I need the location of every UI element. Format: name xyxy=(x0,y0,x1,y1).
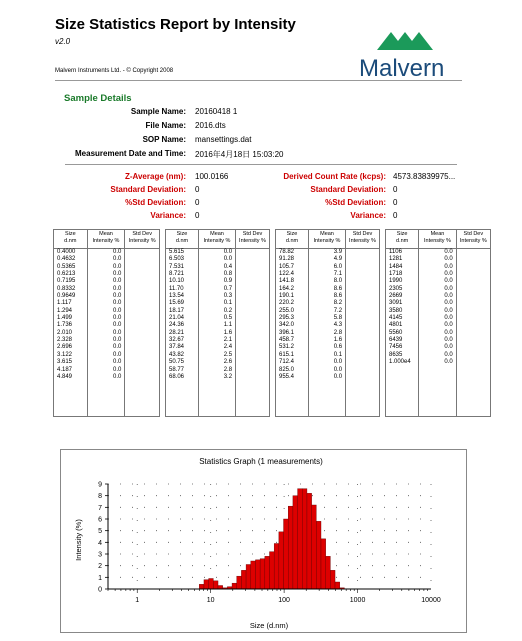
report-title: Size Statistics Report by Intensity xyxy=(55,16,296,33)
size-cell: 0.8332 xyxy=(57,285,76,292)
malvern-logo xyxy=(355,28,465,88)
mean-cell: 0.0 xyxy=(113,285,122,292)
sop-name-label: SOP Name: xyxy=(142,135,186,144)
mean-column xyxy=(309,248,346,416)
mean-cell: 0.0 xyxy=(444,271,453,278)
count-pct-std-dev-label: %Std Deviation: xyxy=(325,198,386,207)
x-tick-label: 1000 xyxy=(349,597,366,604)
mean-cell: 0.0 xyxy=(444,315,453,322)
size-header: Size d.nm xyxy=(276,230,309,248)
chart-bar xyxy=(298,489,303,589)
x-tick-label: 100 xyxy=(278,597,290,604)
mean-column xyxy=(199,248,236,416)
mean-cell: 2.8 xyxy=(223,366,233,373)
chart-bar xyxy=(209,579,214,590)
std-dev-header: Std Dev Intensity % xyxy=(459,231,487,244)
chart-bar xyxy=(330,570,335,589)
size-cell: 7456 xyxy=(389,344,403,351)
mean-cell: 0.0 xyxy=(113,329,122,336)
mean-cell: 3.9 xyxy=(333,249,343,255)
mean-cell: 0.1 xyxy=(223,300,233,307)
count-rate-value: 4573.83839975... xyxy=(393,172,456,181)
size-cell: 37.84 xyxy=(169,344,185,351)
size-cell: 4.187 xyxy=(57,366,73,373)
size-cell: 955.4 xyxy=(279,373,295,380)
size-cell: 295.3 xyxy=(279,315,295,322)
size-cell: 1990 xyxy=(389,278,403,285)
mean-cell: 3.2 xyxy=(223,373,233,380)
details-divider xyxy=(65,164,457,165)
size-cell: 458.7 xyxy=(279,337,295,344)
mean-cell: 0.0 xyxy=(444,256,453,263)
y-tick-label: 8 xyxy=(98,493,102,501)
mean-cell: 0.0 xyxy=(444,263,453,270)
size-cell: 1281 xyxy=(389,256,403,263)
chart-bar xyxy=(251,561,256,589)
size-cell: 190.1 xyxy=(279,293,295,300)
mean-cell: 0.0 xyxy=(113,315,122,322)
size-cell: 68.06 xyxy=(169,373,185,380)
mean-cell: 0.0 xyxy=(113,300,122,307)
mean-cell: 8.6 xyxy=(333,293,343,300)
size-cell: 8.721 xyxy=(169,271,185,278)
size-cell: 1.499 xyxy=(57,315,73,322)
size-cell: 1.294 xyxy=(57,307,73,314)
std-dev-header: Std Dev Intensity % xyxy=(239,231,266,244)
y-tick-label: 2 xyxy=(98,563,102,571)
chart-bar xyxy=(321,539,326,589)
size-cell: 1.000e4 xyxy=(389,359,411,366)
chart-bar xyxy=(237,576,242,589)
size-cell: 32.67 xyxy=(169,337,185,344)
count-std-dev-value: 0 xyxy=(393,185,398,194)
mean-cell: 0.0 xyxy=(444,344,453,351)
measurement-date-value: 2016年4月18日 15:03:20 xyxy=(195,150,284,159)
size-table-1 xyxy=(53,229,160,417)
mean-cell: 0.0 xyxy=(113,278,122,285)
count-variance-label: Variance: xyxy=(350,211,386,220)
chart-bar xyxy=(241,570,246,589)
size-cell: 3.615 xyxy=(57,359,73,366)
chart-bar xyxy=(326,556,331,589)
chart-x-axis-label: Size (d.nm) xyxy=(249,621,289,630)
x-tick-label: 10000 xyxy=(421,597,441,604)
size-cell: 4145 xyxy=(389,315,403,322)
z-average-value: 100.0166 xyxy=(195,172,229,181)
size-cell: 3580 xyxy=(389,307,403,314)
size-cell: 43.82 xyxy=(169,351,185,358)
size-cell: 105.7 xyxy=(279,263,295,270)
statistics-graph-svg xyxy=(61,450,466,632)
size-cell: 0.6213 xyxy=(57,271,76,278)
mean-cell: 7.1 xyxy=(333,271,343,278)
x-tick-label: 10 xyxy=(206,597,215,604)
size-column xyxy=(54,248,88,416)
size-header: Size d.nm xyxy=(166,230,199,248)
size-cell: 164.2 xyxy=(279,285,295,292)
chart-bar xyxy=(255,560,260,589)
size-cell: 255.0 xyxy=(279,307,295,314)
size-cell: 342.0 xyxy=(279,322,295,329)
report-version: v2.0 xyxy=(55,37,71,46)
table-header xyxy=(386,230,490,249)
size-cell: 2.010 xyxy=(57,329,73,336)
y-tick-label: 1 xyxy=(98,574,102,582)
malvern-logo-mark-icon xyxy=(355,28,465,88)
mean-cell: 0.1 xyxy=(333,351,343,358)
size-column xyxy=(166,248,199,416)
size-cell: 78.82 xyxy=(279,249,295,255)
y-tick-label: 6 xyxy=(98,516,102,524)
size-cell: 11.70 xyxy=(169,285,184,292)
mean-cell: 0.0 xyxy=(113,351,122,358)
size-cell: 825.0 xyxy=(279,366,295,373)
mean-cell: 0.0 xyxy=(113,249,122,255)
size-cell: 7.531 xyxy=(169,263,185,270)
chart-bar xyxy=(213,581,218,589)
size-cell: 28.21 xyxy=(169,329,185,336)
mean-cell: 0.0 xyxy=(444,322,453,329)
mean-cell: 2.5 xyxy=(223,351,233,358)
size-cell: 4.849 xyxy=(57,373,73,380)
mean-cell: 0.0 xyxy=(444,337,453,344)
size-cell: 5560 xyxy=(389,329,403,336)
chart-y-axis-label: Intensity (%) xyxy=(74,519,83,561)
mean-cell: 0.0 xyxy=(113,359,122,366)
size-cell: 1718 xyxy=(389,271,403,278)
mean-column xyxy=(88,248,126,416)
mean-cell: 0.0 xyxy=(113,366,122,373)
size-cell: 712.4 xyxy=(279,359,295,366)
copyright-text: Malvern Instruments Ltd. - © Copyright 2008 xyxy=(55,68,174,74)
table-header xyxy=(276,230,379,249)
size-cell: 2669 xyxy=(389,293,403,300)
count-rate-label: Derived Count Rate (kcps): xyxy=(283,172,386,181)
mean-cell: 0.0 xyxy=(333,366,343,373)
mean-header: Mean Intensity % xyxy=(88,230,126,248)
mean-cell: 4.3 xyxy=(333,322,343,329)
size-table-4 xyxy=(385,229,491,417)
mean-cell: 0.4 xyxy=(223,263,233,270)
size-cell: 0.9649 xyxy=(57,293,76,300)
size-cell: 2.696 xyxy=(57,344,73,351)
size-cell: 5.615 xyxy=(169,249,185,255)
chart-bar xyxy=(270,552,275,589)
mean-cell: 0.9 xyxy=(223,278,233,285)
mean-cell: 2.4 xyxy=(223,344,233,351)
chart-title: Statistics Graph (1 measurements) xyxy=(199,457,323,466)
mean-cell: 0.0 xyxy=(113,271,122,278)
sample-details-heading: Sample Details xyxy=(64,93,132,104)
mean-header: Mean Intensity % xyxy=(199,230,236,248)
measurement-date-label: Measurement Date and Time: xyxy=(75,149,186,158)
std-dev-column xyxy=(236,248,269,416)
size-cell: 0.7195 xyxy=(57,278,76,285)
size-table-3 xyxy=(275,229,380,417)
mean-cell: 0.0 xyxy=(113,293,122,300)
count-variance-value: 0 xyxy=(393,211,398,220)
mean-cell: 0.6 xyxy=(333,344,343,351)
std-dev-header: Std Dev Intensity % xyxy=(349,231,376,244)
size-cell: 4801 xyxy=(389,322,403,329)
size-cell: 615.1 xyxy=(279,351,295,358)
chart-bar xyxy=(312,505,317,589)
chart-bar xyxy=(316,521,321,589)
mean-cell: 0.0 xyxy=(223,249,233,255)
mean-cell: 0.0 xyxy=(444,359,453,366)
std-dev-header: Std Dev Intensity % xyxy=(128,231,156,244)
table-header xyxy=(166,230,269,249)
size-cell: 50.75 xyxy=(169,359,185,366)
mean-cell: 0.0 xyxy=(444,285,453,292)
mean-cell: 0.0 xyxy=(444,307,453,314)
mean-cell: 2.1 xyxy=(223,337,233,344)
mean-cell: 0.0 xyxy=(223,256,233,263)
y-tick-label: 4 xyxy=(98,539,102,547)
size-cell: 6439 xyxy=(389,337,403,344)
mean-cell: 4.9 xyxy=(333,256,343,263)
size-cell: 0.4000 xyxy=(57,249,76,255)
size-cell: 1.117 xyxy=(57,300,72,307)
mean-cell: 0.7 xyxy=(223,285,233,292)
chart-bar xyxy=(265,556,270,589)
size-column xyxy=(276,248,309,416)
size-cell: 122.4 xyxy=(279,271,295,278)
pct-std-dev-label: %Std Deviation: xyxy=(125,198,186,207)
size-cell: 24.36 xyxy=(169,322,185,329)
mean-cell: 5.8 xyxy=(333,315,343,322)
mean-cell: 1.6 xyxy=(333,337,343,344)
size-cell: 3091 xyxy=(389,300,403,307)
size-cell: 3.122 xyxy=(57,351,73,358)
size-header: Size d.nm xyxy=(54,230,88,248)
size-header: Size d.nm xyxy=(386,230,419,248)
y-tick-label: 3 xyxy=(98,551,102,559)
size-cell: 13.54 xyxy=(169,293,185,300)
y-tick-label: 0 xyxy=(98,586,102,594)
chart-bar xyxy=(246,565,251,590)
count-pct-std-dev-value: 0 xyxy=(393,198,398,207)
chart-bar xyxy=(218,586,223,590)
chart-bar xyxy=(274,544,279,590)
table-header xyxy=(54,230,159,249)
chart-bar xyxy=(204,580,209,589)
mean-cell: 2.8 xyxy=(333,329,343,336)
file-name-value: 2016.dts xyxy=(195,121,226,130)
mean-cell: 0.8 xyxy=(223,271,233,278)
mean-cell: 0.0 xyxy=(333,359,343,366)
size-cell: 396.1 xyxy=(279,329,295,336)
size-cell: 1.736 xyxy=(57,322,73,329)
size-cell: 58.77 xyxy=(169,366,185,373)
size-cell: 6.503 xyxy=(169,256,185,263)
chart-bar xyxy=(335,582,340,589)
chart-bar xyxy=(302,489,307,589)
logo-wordmark: Malvern xyxy=(359,55,445,82)
mean-cell: 0.0 xyxy=(333,373,343,380)
size-cell: 10.10 xyxy=(169,278,185,285)
std-dev-column xyxy=(457,248,490,416)
mean-cell: 0.0 xyxy=(113,307,122,314)
size-cell: 2.328 xyxy=(57,337,73,344)
mean-cell: 0.0 xyxy=(444,351,453,358)
mean-cell: 7.2 xyxy=(333,307,343,314)
mean-cell: 0.0 xyxy=(113,337,122,344)
mean-cell: 8.0 xyxy=(333,278,343,285)
size-cell: 0.5365 xyxy=(57,263,76,270)
mean-cell: 0.5 xyxy=(223,315,233,322)
mean-cell: 0.0 xyxy=(444,329,453,336)
z-average-label: Z-Average (nm): xyxy=(124,172,186,181)
chart-bar xyxy=(288,506,293,589)
statistics-graph xyxy=(60,449,467,633)
size-cell: 531.2 xyxy=(279,344,295,351)
mean-cell: 6.0 xyxy=(333,263,343,270)
y-tick-label: 9 xyxy=(98,481,102,489)
chart-bar xyxy=(232,583,237,589)
mean-cell: 0.0 xyxy=(444,300,453,307)
count-std-dev-label: Standard Deviation: xyxy=(310,185,386,194)
mean-cell: 0.0 xyxy=(113,256,122,263)
mean-cell: 0.0 xyxy=(113,322,122,329)
mean-cell: 0.0 xyxy=(113,344,122,351)
std-dev-label: Standard Deviation: xyxy=(110,185,186,194)
std-dev-value: 0 xyxy=(195,185,200,194)
chart-bar xyxy=(279,532,284,589)
size-column xyxy=(386,248,419,416)
chart-bar xyxy=(260,559,265,589)
mean-cell: 1.1 xyxy=(223,322,233,329)
mean-cell: 0.0 xyxy=(113,373,122,380)
mean-cell: 8.6 xyxy=(333,285,343,292)
sample-name-value: 20160418 1 xyxy=(195,107,238,116)
file-name-label: File Name: xyxy=(145,121,186,130)
mean-header: Mean Intensity % xyxy=(419,230,456,248)
variance-label: Variance: xyxy=(150,211,186,220)
sample-name-label: Sample Name: xyxy=(130,107,186,116)
size-cell: 0.4632 xyxy=(57,256,76,263)
mean-cell: 0.2 xyxy=(223,307,233,314)
chart-bar xyxy=(284,519,289,589)
size-cell: 21.04 xyxy=(169,315,185,322)
mean-cell: 2.6 xyxy=(223,359,233,366)
size-cell: 1484 xyxy=(389,263,403,270)
chart-bar xyxy=(293,496,298,589)
size-cell: 141.8 xyxy=(279,278,295,285)
sop-name-value: mansettings.dat xyxy=(195,135,252,144)
y-tick-label: 5 xyxy=(98,528,102,536)
x-tick-label: 1 xyxy=(135,597,140,604)
size-cell: 2305 xyxy=(389,285,403,292)
chart-bar xyxy=(307,493,312,589)
size-table-2 xyxy=(165,229,270,417)
mean-cell: 0.0 xyxy=(444,293,453,300)
chart-bar xyxy=(199,584,204,589)
variance-value: 0 xyxy=(195,211,200,220)
mean-cell: 8.2 xyxy=(333,300,343,307)
size-cell: 15.69 xyxy=(169,300,185,307)
size-cell: 8635 xyxy=(389,351,403,358)
mean-cell: 0.0 xyxy=(444,278,453,285)
mean-cell: 1.6 xyxy=(223,329,233,336)
std-dev-column xyxy=(346,248,379,416)
size-cell: 18.17 xyxy=(169,307,185,314)
size-cell: 220.2 xyxy=(279,300,295,307)
mean-header: Mean Intensity % xyxy=(309,230,346,248)
mean-cell: 0.0 xyxy=(113,263,122,270)
size-cell: 1106 xyxy=(389,249,402,255)
mean-column xyxy=(419,248,456,416)
mean-cell: 0.3 xyxy=(223,293,233,300)
mean-cell: 0.0 xyxy=(444,249,453,255)
y-tick-label: 7 xyxy=(98,504,102,512)
size-cell: 91.28 xyxy=(279,256,295,263)
pct-std-dev-value: 0 xyxy=(195,198,200,207)
std-dev-column xyxy=(125,248,159,416)
